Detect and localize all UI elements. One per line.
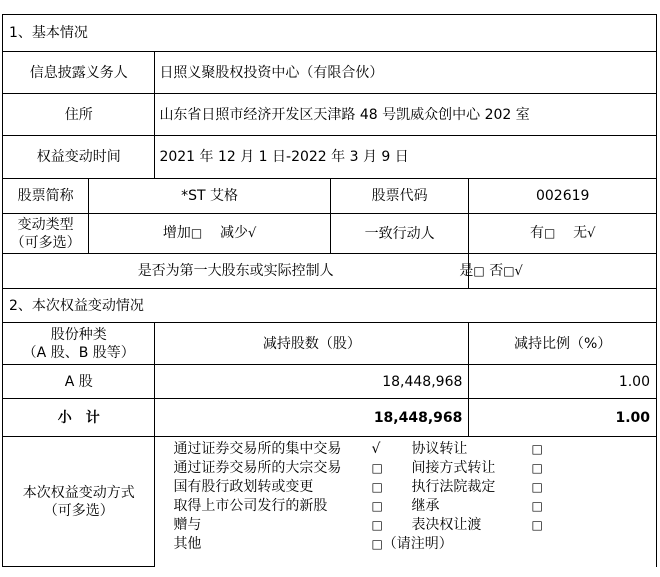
subtotal-ratio: 1.00 bbox=[469, 399, 657, 437]
address-value: 山东省日照市经济开发区天津路 48 号凯威众创中心 202 室 bbox=[155, 94, 657, 136]
row-share-type: A 股 bbox=[3, 365, 155, 399]
controller-yes-checkbox[interactable]: □ bbox=[473, 263, 485, 278]
method-right-2-mark[interactable]: □ bbox=[531, 480, 543, 494]
decrease-label: 减少 bbox=[220, 225, 249, 241]
share-type-header bbox=[3, 323, 155, 365]
method-other-note: （请注明） bbox=[382, 536, 453, 552]
method-label-line1: 本次权益变动方式 bbox=[22, 484, 135, 501]
change-type-label-line2: （可多选） bbox=[10, 234, 81, 251]
stock-name-label: 股票简称 bbox=[3, 179, 89, 214]
method-other-mark[interactable]: □ bbox=[371, 537, 383, 551]
method-right-0-mark[interactable]: □ bbox=[531, 442, 543, 456]
method-left-2: 国有股行政划转或变更 bbox=[173, 479, 314, 495]
method-other: 其他 bbox=[173, 536, 202, 552]
controller-yes-label: 是 bbox=[459, 262, 474, 279]
change-type-options bbox=[89, 214, 331, 254]
controller-options bbox=[459, 254, 657, 289]
share-type-header-line1: 股份种类 bbox=[50, 326, 107, 343]
method-options bbox=[155, 437, 657, 567]
address-label: 住所 bbox=[3, 94, 155, 136]
method-left-1: 通过证券交易所的大宗交易 bbox=[173, 460, 342, 476]
method-label-line2: （可多选） bbox=[43, 502, 114, 519]
change-time-label: 权益变动时间 bbox=[3, 136, 155, 179]
controller-no-checkbox[interactable]: □ bbox=[503, 263, 515, 278]
reduced-shares-header: 减持股数（股） bbox=[155, 323, 469, 365]
reduced-ratio-header: 减持比例（%） bbox=[469, 323, 657, 365]
stock-code-value: 002619 bbox=[469, 179, 657, 214]
method-left-1-mark[interactable]: □ bbox=[371, 461, 383, 475]
row-shares: 18,448,968 bbox=[155, 365, 469, 399]
method-left-3: 取得上市公司发行的新股 bbox=[173, 498, 328, 514]
change-time-value: 2021 年 12 月 1 日-2022 年 3 月 9 日 bbox=[155, 136, 657, 179]
change-type-label-line1: 变动类型 bbox=[17, 216, 74, 233]
concert-yes-checkbox[interactable]: □ bbox=[543, 226, 556, 240]
method-left-0-mark[interactable]: √ bbox=[371, 441, 381, 457]
discloser-label: 信息披露义务人 bbox=[3, 52, 155, 94]
increase-checkbox[interactable]: □ bbox=[190, 226, 203, 240]
method-right-1-mark[interactable]: □ bbox=[531, 461, 543, 475]
decrease-checkmark[interactable]: √ bbox=[248, 226, 257, 241]
method-left-0: 通过证券交易所的集中交易 bbox=[173, 441, 342, 457]
method-left-2-mark[interactable]: □ bbox=[371, 480, 383, 494]
method-right-4: 表决权让渡 bbox=[411, 517, 482, 533]
concert-no-label: 无 bbox=[573, 225, 588, 241]
concert-party-label: 一致行动人 bbox=[330, 214, 468, 254]
stock-name-value: *ST 艾格 bbox=[89, 179, 331, 214]
method-other-field bbox=[371, 535, 561, 554]
concert-yes-label: 有 bbox=[529, 225, 544, 241]
method-grid bbox=[173, 440, 652, 554]
stock-code-label: 股票代码 bbox=[330, 179, 468, 214]
section-2-title: 2、本次权益变动情况 bbox=[3, 289, 657, 323]
method-left-3-mark[interactable]: □ bbox=[371, 499, 383, 513]
subtotal-shares: 18,448,968 bbox=[155, 399, 469, 437]
increase-label: 增加 bbox=[162, 225, 191, 241]
method-left-4-mark[interactable]: □ bbox=[371, 518, 383, 532]
table-row bbox=[3, 365, 657, 399]
controller-label: 是否为第一大股东或实际控制人 bbox=[3, 254, 469, 289]
method-label bbox=[3, 437, 155, 567]
section-1-title: 1、基本情况 bbox=[3, 15, 657, 52]
subtotal-row bbox=[3, 399, 657, 437]
method-right-0: 协议转让 bbox=[411, 441, 468, 457]
concert-party-options bbox=[469, 214, 657, 254]
controller-no-label: 否 bbox=[489, 262, 504, 279]
method-right-3: 继承 bbox=[411, 498, 440, 514]
method-right-3-mark[interactable]: □ bbox=[531, 499, 543, 513]
row-ratio: 1.00 bbox=[469, 365, 657, 399]
method-right-4-mark[interactable]: □ bbox=[531, 518, 543, 532]
change-type-label bbox=[3, 214, 89, 254]
discloser-value: 日照义聚股权投资中心（有限合伙） bbox=[155, 52, 657, 94]
method-right-1: 间接方式转让 bbox=[411, 460, 496, 476]
share-type-header-line2: （A 股、B 股等） bbox=[22, 344, 135, 361]
concert-no-checkmark[interactable]: √ bbox=[587, 226, 596, 241]
method-left-4: 赠与 bbox=[173, 517, 202, 533]
subtotal-label: 小 计 bbox=[3, 399, 155, 437]
controller-no-checkmark[interactable]: √ bbox=[514, 263, 523, 279]
equity-change-form bbox=[2, 14, 657, 567]
method-right-2: 执行法院裁定 bbox=[411, 479, 496, 495]
